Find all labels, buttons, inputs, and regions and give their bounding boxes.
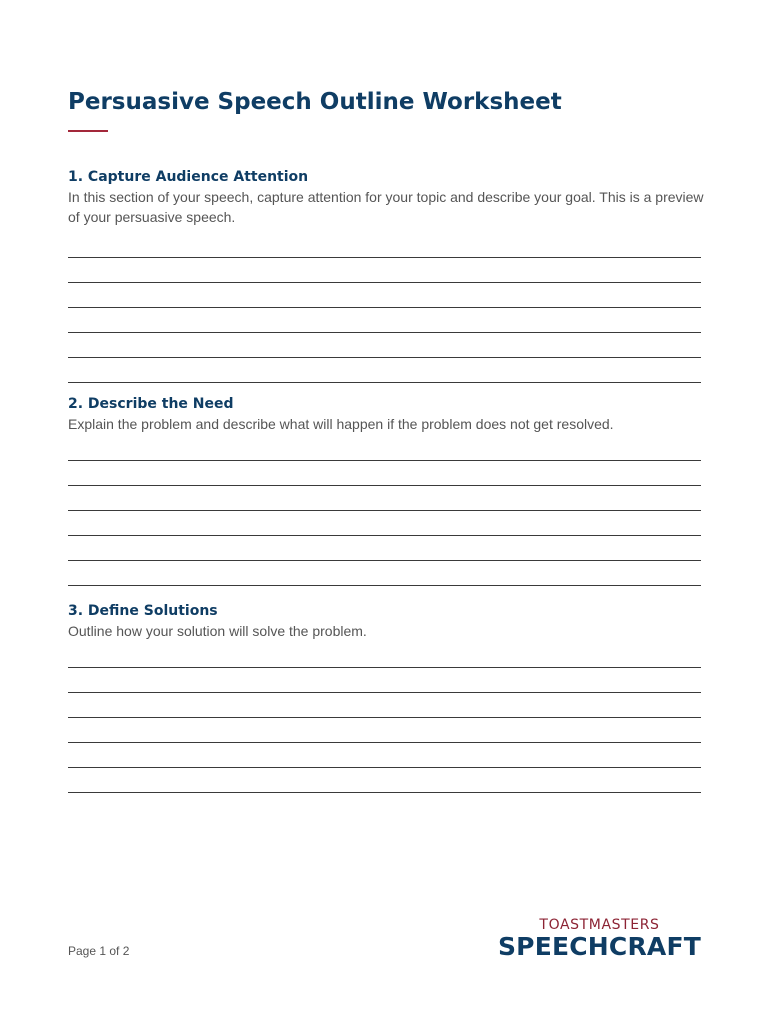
- title-accent-rule: [68, 130, 108, 132]
- page-number: Page 1 of 2: [68, 944, 130, 958]
- writing-line[interactable]: [68, 358, 701, 383]
- writing-line[interactable]: [68, 308, 701, 333]
- writing-line[interactable]: [68, 561, 701, 586]
- writing-line[interactable]: [68, 258, 701, 283]
- writing-line[interactable]: [68, 668, 701, 693]
- section-heading: 3. Define Solutions: [68, 603, 218, 619]
- logo-bottom-text: SPEECHCRAFT: [497, 932, 701, 961]
- section-define-solutions: [68, 601, 708, 793]
- section-description: Outline how your solution will solve the problem.: [68, 623, 367, 639]
- section-heading: 1. Capture Audience Attention: [68, 169, 309, 185]
- logo-top-text: TOASTMASTERS: [539, 917, 660, 933]
- page-title: Persuasive Speech Outline Worksheet: [68, 89, 562, 115]
- writing-line[interactable]: [68, 536, 701, 561]
- writing-lines: [68, 436, 701, 586]
- section-description: In this section of your speech, capture attention for your topic and describe your goal. This is a preview of your persuasive speech.: [68, 189, 704, 225]
- writing-line[interactable]: [68, 333, 701, 358]
- writing-line[interactable]: [68, 511, 701, 536]
- writing-line[interactable]: [68, 768, 701, 793]
- writing-line[interactable]: [68, 693, 701, 718]
- section-describe-need: [68, 394, 708, 586]
- section-description: Explain the problem and describe what will happen if the problem does not get resolved.: [68, 416, 614, 432]
- writing-line[interactable]: [68, 643, 701, 668]
- writing-line[interactable]: [68, 436, 701, 461]
- writing-line[interactable]: [68, 486, 701, 511]
- writing-line[interactable]: [68, 743, 701, 768]
- writing-lines: [68, 643, 701, 793]
- section-capture-attention: [68, 167, 708, 383]
- section-heading: 2. Describe the Need: [68, 396, 234, 412]
- toastmasters-speechcraft-logo: [498, 917, 701, 961]
- writing-lines: [68, 233, 701, 383]
- writing-line[interactable]: [68, 718, 701, 743]
- writing-line[interactable]: [68, 233, 701, 258]
- writing-line[interactable]: [68, 461, 701, 486]
- writing-line[interactable]: [68, 283, 701, 308]
